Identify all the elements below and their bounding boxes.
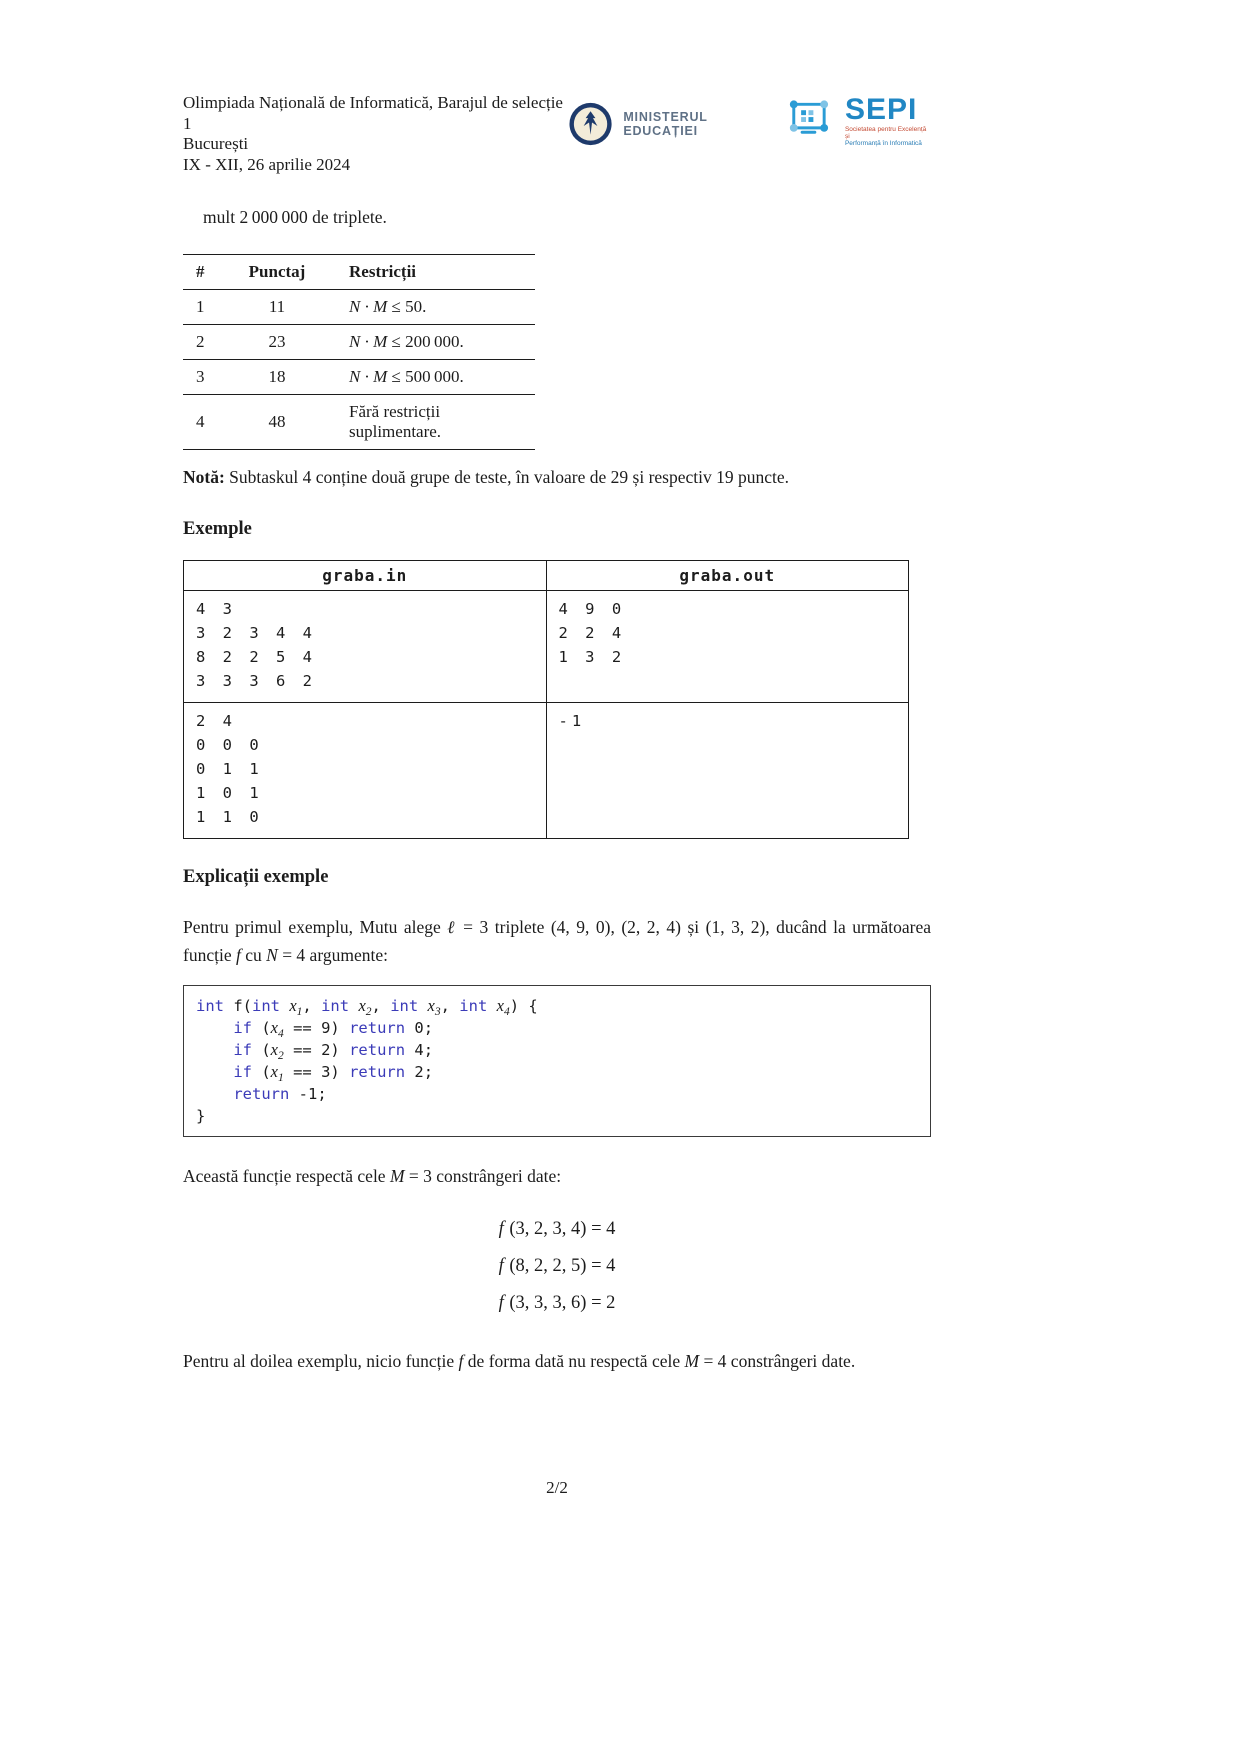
code-text: == 9) xyxy=(283,1019,350,1037)
sepi-logo xyxy=(783,95,931,147)
math-function-name: f xyxy=(498,1255,504,1276)
code-keyword: return xyxy=(349,1063,406,1081)
code-text: ( xyxy=(252,1041,271,1059)
code-variable: x xyxy=(270,1040,278,1059)
example-input-cell xyxy=(184,703,547,839)
restrictions-header-row xyxy=(183,255,535,290)
code-text: == 3) xyxy=(283,1063,350,1081)
restriction-points: 48 xyxy=(227,395,327,450)
example-line: 4 3 xyxy=(196,600,236,618)
constraint-equation xyxy=(183,1211,931,1248)
math-variable: f xyxy=(235,944,241,965)
sepi-tagline-2: Performanță în Informatică xyxy=(844,140,922,147)
restrictions-col-restrictions: Restricții xyxy=(327,255,535,290)
sepi-name: SEPI xyxy=(844,93,918,126)
contest-info xyxy=(183,93,568,175)
math-expression: (3, 3, 3, 6) = 2 xyxy=(504,1292,616,1313)
text-segment: Fără restricții suplimentare. xyxy=(349,402,442,441)
text-segment: ≤ 500 000. xyxy=(387,367,464,386)
code-text xyxy=(487,997,496,1015)
intro-text: mult 2 000 000 de triplete. xyxy=(203,207,387,227)
explanations-heading: Explicații exemple xyxy=(183,867,329,887)
code-text: -1; xyxy=(289,1085,327,1103)
ministry-logo xyxy=(568,101,783,147)
explanation-paragraph-1 xyxy=(183,914,931,969)
code-line xyxy=(196,1105,918,1127)
code-text: 2; xyxy=(405,1063,434,1081)
code-keyword: if xyxy=(233,1019,252,1037)
example-line: -1 xyxy=(558,712,586,730)
examples-col-out: graba.out xyxy=(546,561,909,591)
math-variable: M xyxy=(684,1350,700,1371)
constraint-equation xyxy=(183,1248,931,1285)
romania-coat-of-arms-icon xyxy=(568,101,613,147)
restriction-row xyxy=(183,395,535,450)
restriction-number: 4 xyxy=(183,395,227,450)
math-expression: (8, 2, 2, 5) = 4 xyxy=(504,1255,616,1276)
explanation-paragraph-2 xyxy=(183,1163,931,1191)
examples-header-row xyxy=(184,561,909,591)
restrictions-col-points: Punctaj xyxy=(227,255,327,290)
sepi-text xyxy=(845,95,931,147)
code-text xyxy=(196,1085,233,1103)
constraints-math xyxy=(183,1211,931,1322)
code-text: ( xyxy=(252,1019,271,1037)
restriction-points: 11 xyxy=(227,290,327,325)
restriction-number: 2 xyxy=(183,325,227,360)
example-line: 2 2 4 xyxy=(558,624,626,642)
code-text: == 2) xyxy=(283,1041,350,1059)
code-text xyxy=(196,1063,233,1081)
code-text xyxy=(280,997,289,1015)
code-variable-subscript: 3 xyxy=(434,1006,441,1019)
example-line: 3 3 3 6 2 xyxy=(196,672,316,690)
code-variable: x xyxy=(270,1018,278,1037)
restriction-text xyxy=(327,360,535,395)
math-function-name: f xyxy=(498,1218,504,1239)
restriction-row xyxy=(183,290,535,325)
restriction-text xyxy=(327,395,535,450)
contest-city-line: București xyxy=(183,134,249,153)
example-line: 2 4 xyxy=(196,712,236,730)
restriction-row xyxy=(183,360,535,395)
page-content xyxy=(183,93,931,1375)
code-keyword: if xyxy=(233,1041,252,1059)
code-variable: x xyxy=(289,996,297,1015)
examples-table-body xyxy=(184,591,909,839)
explanation-paragraph-3 xyxy=(183,1348,931,1376)
restrictions-col-hash: # xyxy=(183,255,227,290)
code-text: 4; xyxy=(405,1041,434,1059)
example-row xyxy=(184,703,909,839)
code-text xyxy=(196,1041,233,1059)
code-keyword: int xyxy=(252,997,280,1015)
code-text: ) { xyxy=(509,997,538,1015)
text-segment: Pentru al doilea exemplu, nicio funcție xyxy=(183,1350,459,1371)
text-segment: Pentru primul exemplu, Mutu alege xyxy=(183,917,448,937)
restrictions-table-body xyxy=(183,290,535,450)
code-text xyxy=(418,997,427,1015)
example-line: 4 9 0 xyxy=(558,600,626,618)
math-variable: N xyxy=(266,944,278,965)
contest-title-line: Olimpiada Națională de Informatică, Barajul de selecție 1 xyxy=(183,93,563,133)
code-keyword: return xyxy=(349,1041,406,1059)
math-variable: N · M xyxy=(349,297,388,316)
text-segment: de forma dată nu respectă cele xyxy=(463,1350,685,1371)
code-keyword: int xyxy=(321,997,350,1015)
ministry-label: MINISTERUL EDUCAȚIEI xyxy=(623,110,708,138)
note-text: Subtaskul 4 conține două grupe de teste, în valoare de 29 și respectiv 19 puncte. xyxy=(224,467,790,487)
code-variable-subscript: 4 xyxy=(503,1006,510,1019)
text-segment: = 3 constrângeri date: xyxy=(404,1166,562,1186)
example-line: 1 1 0 xyxy=(196,808,263,826)
math-function-name: f xyxy=(498,1292,504,1313)
text-segment: = 4 constrângeri date. xyxy=(699,1350,856,1371)
example-line: 0 1 1 xyxy=(196,760,263,778)
sepi-tagline-1: Societatea pentru Excelență și xyxy=(844,126,927,140)
text-segment: ≤ 200 000. xyxy=(387,332,464,351)
code-text: , xyxy=(440,997,460,1015)
math-variable: N · M xyxy=(349,332,388,351)
code-text: 0; xyxy=(405,1019,434,1037)
code-keyword: int xyxy=(459,997,488,1015)
code-line xyxy=(196,1061,918,1083)
text-segment: ≤ 50. xyxy=(387,297,427,316)
code-variable: x xyxy=(358,996,366,1015)
code-variable: x xyxy=(270,1062,278,1081)
code-text: } xyxy=(196,1107,206,1125)
page-number: 2/2 xyxy=(546,1478,568,1497)
code-variable-subscript: 2 xyxy=(365,1006,372,1019)
code-variable: x xyxy=(496,996,504,1015)
example-line: 0 0 0 xyxy=(196,736,263,754)
code-keyword: return xyxy=(349,1019,406,1037)
restriction-row xyxy=(183,325,535,360)
code-variable-subscript: 1 xyxy=(278,1072,284,1085)
examples-heading: Exemple xyxy=(183,519,252,539)
code-line xyxy=(196,995,918,1017)
code-variable-subscript: 1 xyxy=(296,1006,303,1019)
text-segment: = 3 triplete (4, 9, 0), (2, 2, 4) și (1, 3, 2), ducând la următoarea funcție xyxy=(183,917,931,965)
restriction-number: 3 xyxy=(183,360,227,395)
example-row xyxy=(184,591,909,703)
text-segment: cu xyxy=(240,944,267,965)
example-input-cell xyxy=(184,591,547,703)
code-variable-subscript: 4 xyxy=(278,1028,284,1041)
restriction-text xyxy=(327,290,535,325)
code-keyword: if xyxy=(233,1063,252,1081)
note-label: Notă: xyxy=(183,467,225,487)
code-text: f( xyxy=(224,997,252,1015)
restriction-points: 18 xyxy=(227,360,327,395)
restriction-text xyxy=(327,325,535,360)
examples-col-in: graba.in xyxy=(184,561,547,591)
text-segment: Această funcție respectă cele xyxy=(183,1166,390,1186)
page-header xyxy=(183,93,931,175)
example-output-cell xyxy=(546,591,909,703)
math-expression: (3, 2, 3, 4) = 4 xyxy=(504,1218,616,1239)
example-output-cell xyxy=(546,703,909,839)
math-variable: M xyxy=(389,1166,405,1186)
code-line xyxy=(196,1017,918,1039)
code-keyword: int xyxy=(390,997,419,1015)
math-variable: ℓ xyxy=(447,917,457,937)
restriction-number: 1 xyxy=(183,290,227,325)
math-variable: N · M xyxy=(349,367,388,386)
code-line xyxy=(196,1083,918,1105)
example-line: 1 0 1 xyxy=(196,784,263,802)
example-line: 1 3 2 xyxy=(558,648,626,666)
code-keyword: int xyxy=(196,997,224,1015)
restriction-points: 23 xyxy=(227,325,327,360)
code-keyword: return xyxy=(233,1085,290,1103)
contest-date-line: IX - XII, 26 aprilie 2024 xyxy=(183,154,351,174)
code-text: , xyxy=(371,997,391,1015)
example-line: 8 2 2 5 4 xyxy=(196,648,316,666)
code-block xyxy=(183,985,931,1137)
restrictions-table xyxy=(183,254,535,450)
example-line: 3 2 3 4 4 xyxy=(196,624,316,642)
code-text: , xyxy=(302,997,322,1015)
constraint-equation xyxy=(183,1285,931,1322)
code-variable: x xyxy=(427,996,435,1015)
code-variable-subscript: 2 xyxy=(278,1050,284,1063)
text-segment: = 4 argumente: xyxy=(277,944,388,965)
math-variable: f xyxy=(458,1350,464,1371)
code-text: ( xyxy=(252,1063,271,1081)
sepi-network-icon xyxy=(783,98,838,144)
examples-table xyxy=(183,560,909,839)
code-line xyxy=(196,1039,918,1061)
code-text xyxy=(196,1019,233,1037)
note-paragraph xyxy=(183,464,931,491)
